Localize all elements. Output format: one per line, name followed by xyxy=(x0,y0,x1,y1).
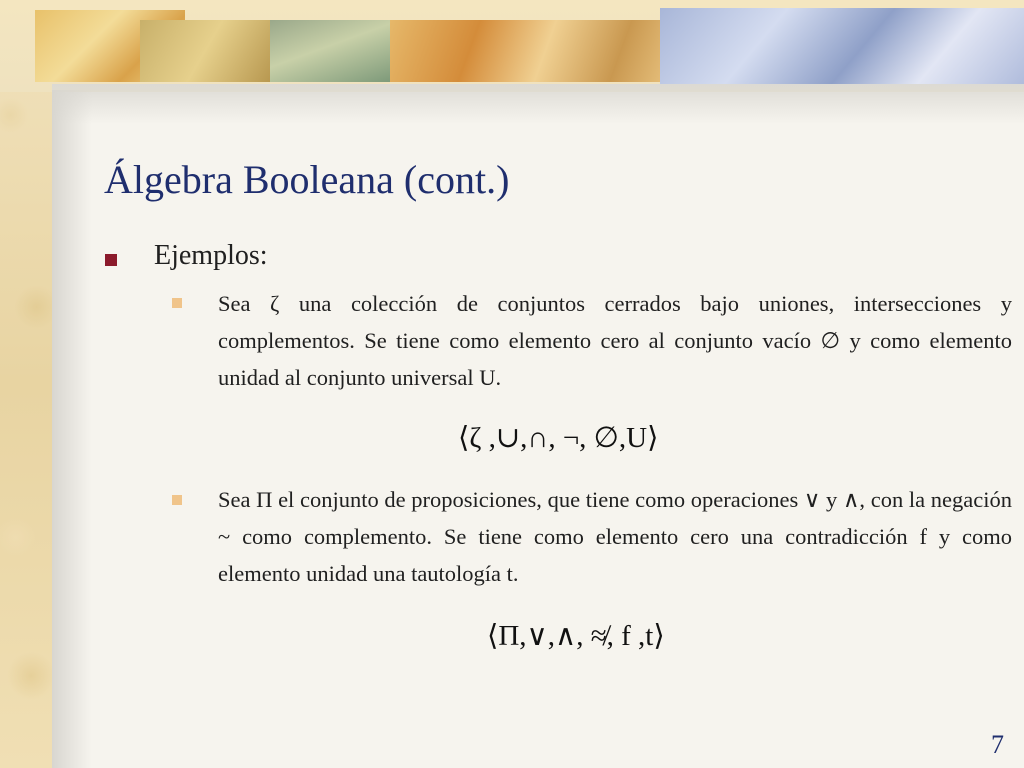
example-2-text: Sea Π el conjunto de proposiciones, que tiene como operaciones ∨ y ∧, con la negación ~ como complemento. Se tiene como elemento cero una contradicción f y como elemento unidad una tautología t. xyxy=(218,487,1012,586)
banner-image-tile xyxy=(660,8,1024,84)
sub-bullet-square-icon xyxy=(172,298,182,308)
example-1-formula: ⟨ζ ,∪,∩, ¬, ∅,U⟩ xyxy=(458,422,659,454)
banner-image-tile xyxy=(390,20,670,82)
bullet-label-ejemplos: Ejemplos: xyxy=(154,240,268,271)
bullet-square-icon xyxy=(105,254,117,266)
banner-image-tile xyxy=(270,20,390,82)
banner-shadow xyxy=(52,84,1024,124)
page-number: 7 xyxy=(991,730,1004,759)
banner-image-tile xyxy=(140,20,270,82)
example-2-formula: ⟨Π,∨,∧, ≉, f ,t⟩ xyxy=(487,620,665,652)
slide-title: Álgebra Booleana (cont.) xyxy=(104,157,510,202)
sub-bullet-square-icon xyxy=(172,495,182,505)
top-decorative-banner xyxy=(0,0,1024,92)
example-1-text: Sea ζ una colección de conjuntos cerrados bajo uniones, intersecciones y complementos. Se tiene como elemento cero al conjunto vacío ∅ y como elemento unidad al conjunto universal U. xyxy=(218,291,1012,390)
left-decorative-strip xyxy=(0,0,52,768)
left-shadow xyxy=(52,90,92,768)
